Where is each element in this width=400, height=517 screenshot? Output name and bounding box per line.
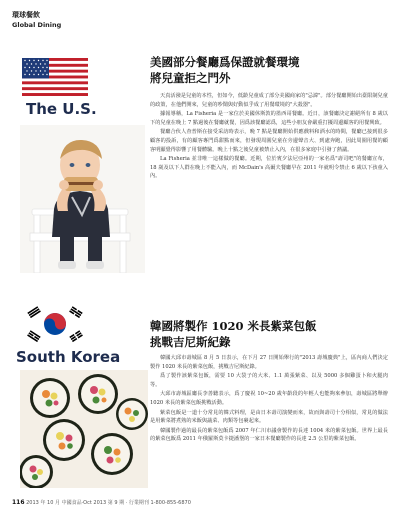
section-title-zh: 環球餐飲 xyxy=(12,11,40,19)
section-title-en: Global Dining xyxy=(12,21,62,29)
us-country-label: The U.S. xyxy=(26,100,97,118)
child-eating-photo xyxy=(20,125,145,273)
section-header xyxy=(12,10,61,29)
kr-paragraph-5: 韓國製作過的最長的紫菜包飯爲 2007 年仁川市議會製作的長達 1004 米的紫菜包飯。世界上最長的紫菜包飯爲 2011 年俄羅斯莫卡捷潘堡的一家日本餐廳製作的長達 2.5 公里的紫菜包飯。 xyxy=(150,427,388,443)
kr-title-line-1: 韓國將製作 1020 米長紫菜包飯 xyxy=(150,319,317,333)
kr-article-title xyxy=(150,318,390,350)
footer-magazine: 中國食品·Oct xyxy=(61,500,92,506)
kr-title-line-2: 挑戰吉尼斯紀錄 xyxy=(150,335,231,349)
kr-paragraph-4: 紫菜包飯是一道十分常見的韓式料理，是由日本壽司演變而來，故而與壽司十分相似，常見的做法是用紫菜將煮熟的米飯與蔬菜、肉類等包裹起來。 xyxy=(150,409,388,425)
us-title-line-1: 美國部分餐廳爲保證就餐環境 xyxy=(150,55,300,69)
footer-phone: 1-800-855-6870 xyxy=(150,500,191,506)
korea-flag-icon xyxy=(22,302,88,346)
kr-paragraph-1: 韓國大邱市壽城區 8 月 5 日表示，在下月 27 日開始舉行的"2013 壽城慶典"上，區內商人們決定製作 1020 米長的紫菜包飯，挑戰吉尼斯紀錄。 xyxy=(150,355,388,370)
us-article-body xyxy=(150,92,388,182)
kr-article-body xyxy=(150,354,388,445)
footer-description: 第 9 期 · 行業期刊 xyxy=(107,500,149,506)
us-paragraph-4: La Fisheria 並非唯一這樣做的餐廳。近期，位於賓夕法尼亞州的一家名爲"壽司吧"的餐廳宣布，18 歲及以下人群在晚上不能入內，而 McDain's 高爾夫餐廳早在 2011 年就明令禁止 6 歲以下孩童入內。 xyxy=(150,156,388,180)
us-article-title xyxy=(150,54,390,86)
us-flag-icon xyxy=(22,58,88,96)
page-footer xyxy=(12,499,191,506)
page-number: 116 xyxy=(12,499,25,506)
kimbap-photo xyxy=(20,370,148,488)
footer-issue: 2013 年 10 月 xyxy=(26,500,60,506)
us-paragraph-2: 據報導稱，La Fisheria 是一家位於美國休斯敦的墨西哥餐廳。近日，該餐廳決定謝絕所有 8 歲以下的兒童在晚上 7 點過後在餐廳就餐，因爲該餐廳認爲，這些小朋友會嚴重打擾周邊顧客的用餐興致。 xyxy=(150,111,388,126)
korea-country-label: South Korea xyxy=(16,348,121,366)
us-title-line-2: 將兒童拒之門外 xyxy=(150,71,231,85)
footer-year: 2013 xyxy=(93,500,107,506)
kr-paragraph-3: 大邱市壽城區廳長李善聽表示，爲了慶祝 10~20 歲年齡段的年輕人也能夠來參加，壽城區將舉辦 1020 米長的紫菜包飯挑戰活動。 xyxy=(150,391,388,406)
kr-paragraph-2: 爲了製作該紫菜包飯，需要 10 大袋子的大米、1.1 萬張紫菜、以及 5000 多個雞蛋卜和火腿肉等。 xyxy=(150,373,388,388)
us-paragraph-3: 餐廳合伙人查普斯在接受采訪時表示，晚 7 點是餐廳開始供應戲料和酒水的時間，餐廳已接到很多顧客的投訴，有的顧客專門爲甜點而來，但發現周圍兒童在旁邊聲音大、到處奔跑，因此周圍用餐的顧客明顯覺得影響了用餐體驗。晚上十點之後兒童被禁止入內，在很多家庭中引發了熱議。 xyxy=(150,129,388,153)
us-paragraph-1: 天真活潑是兒童的本性，但如今，低齡兒童成了部分美國商家的"忌諱"。部分餐廳開始出臺限制兒童的政策，在他們開來，兒童的吵鬧與好動似乎成了用餐環境的"大殺器"。 xyxy=(150,93,388,108)
